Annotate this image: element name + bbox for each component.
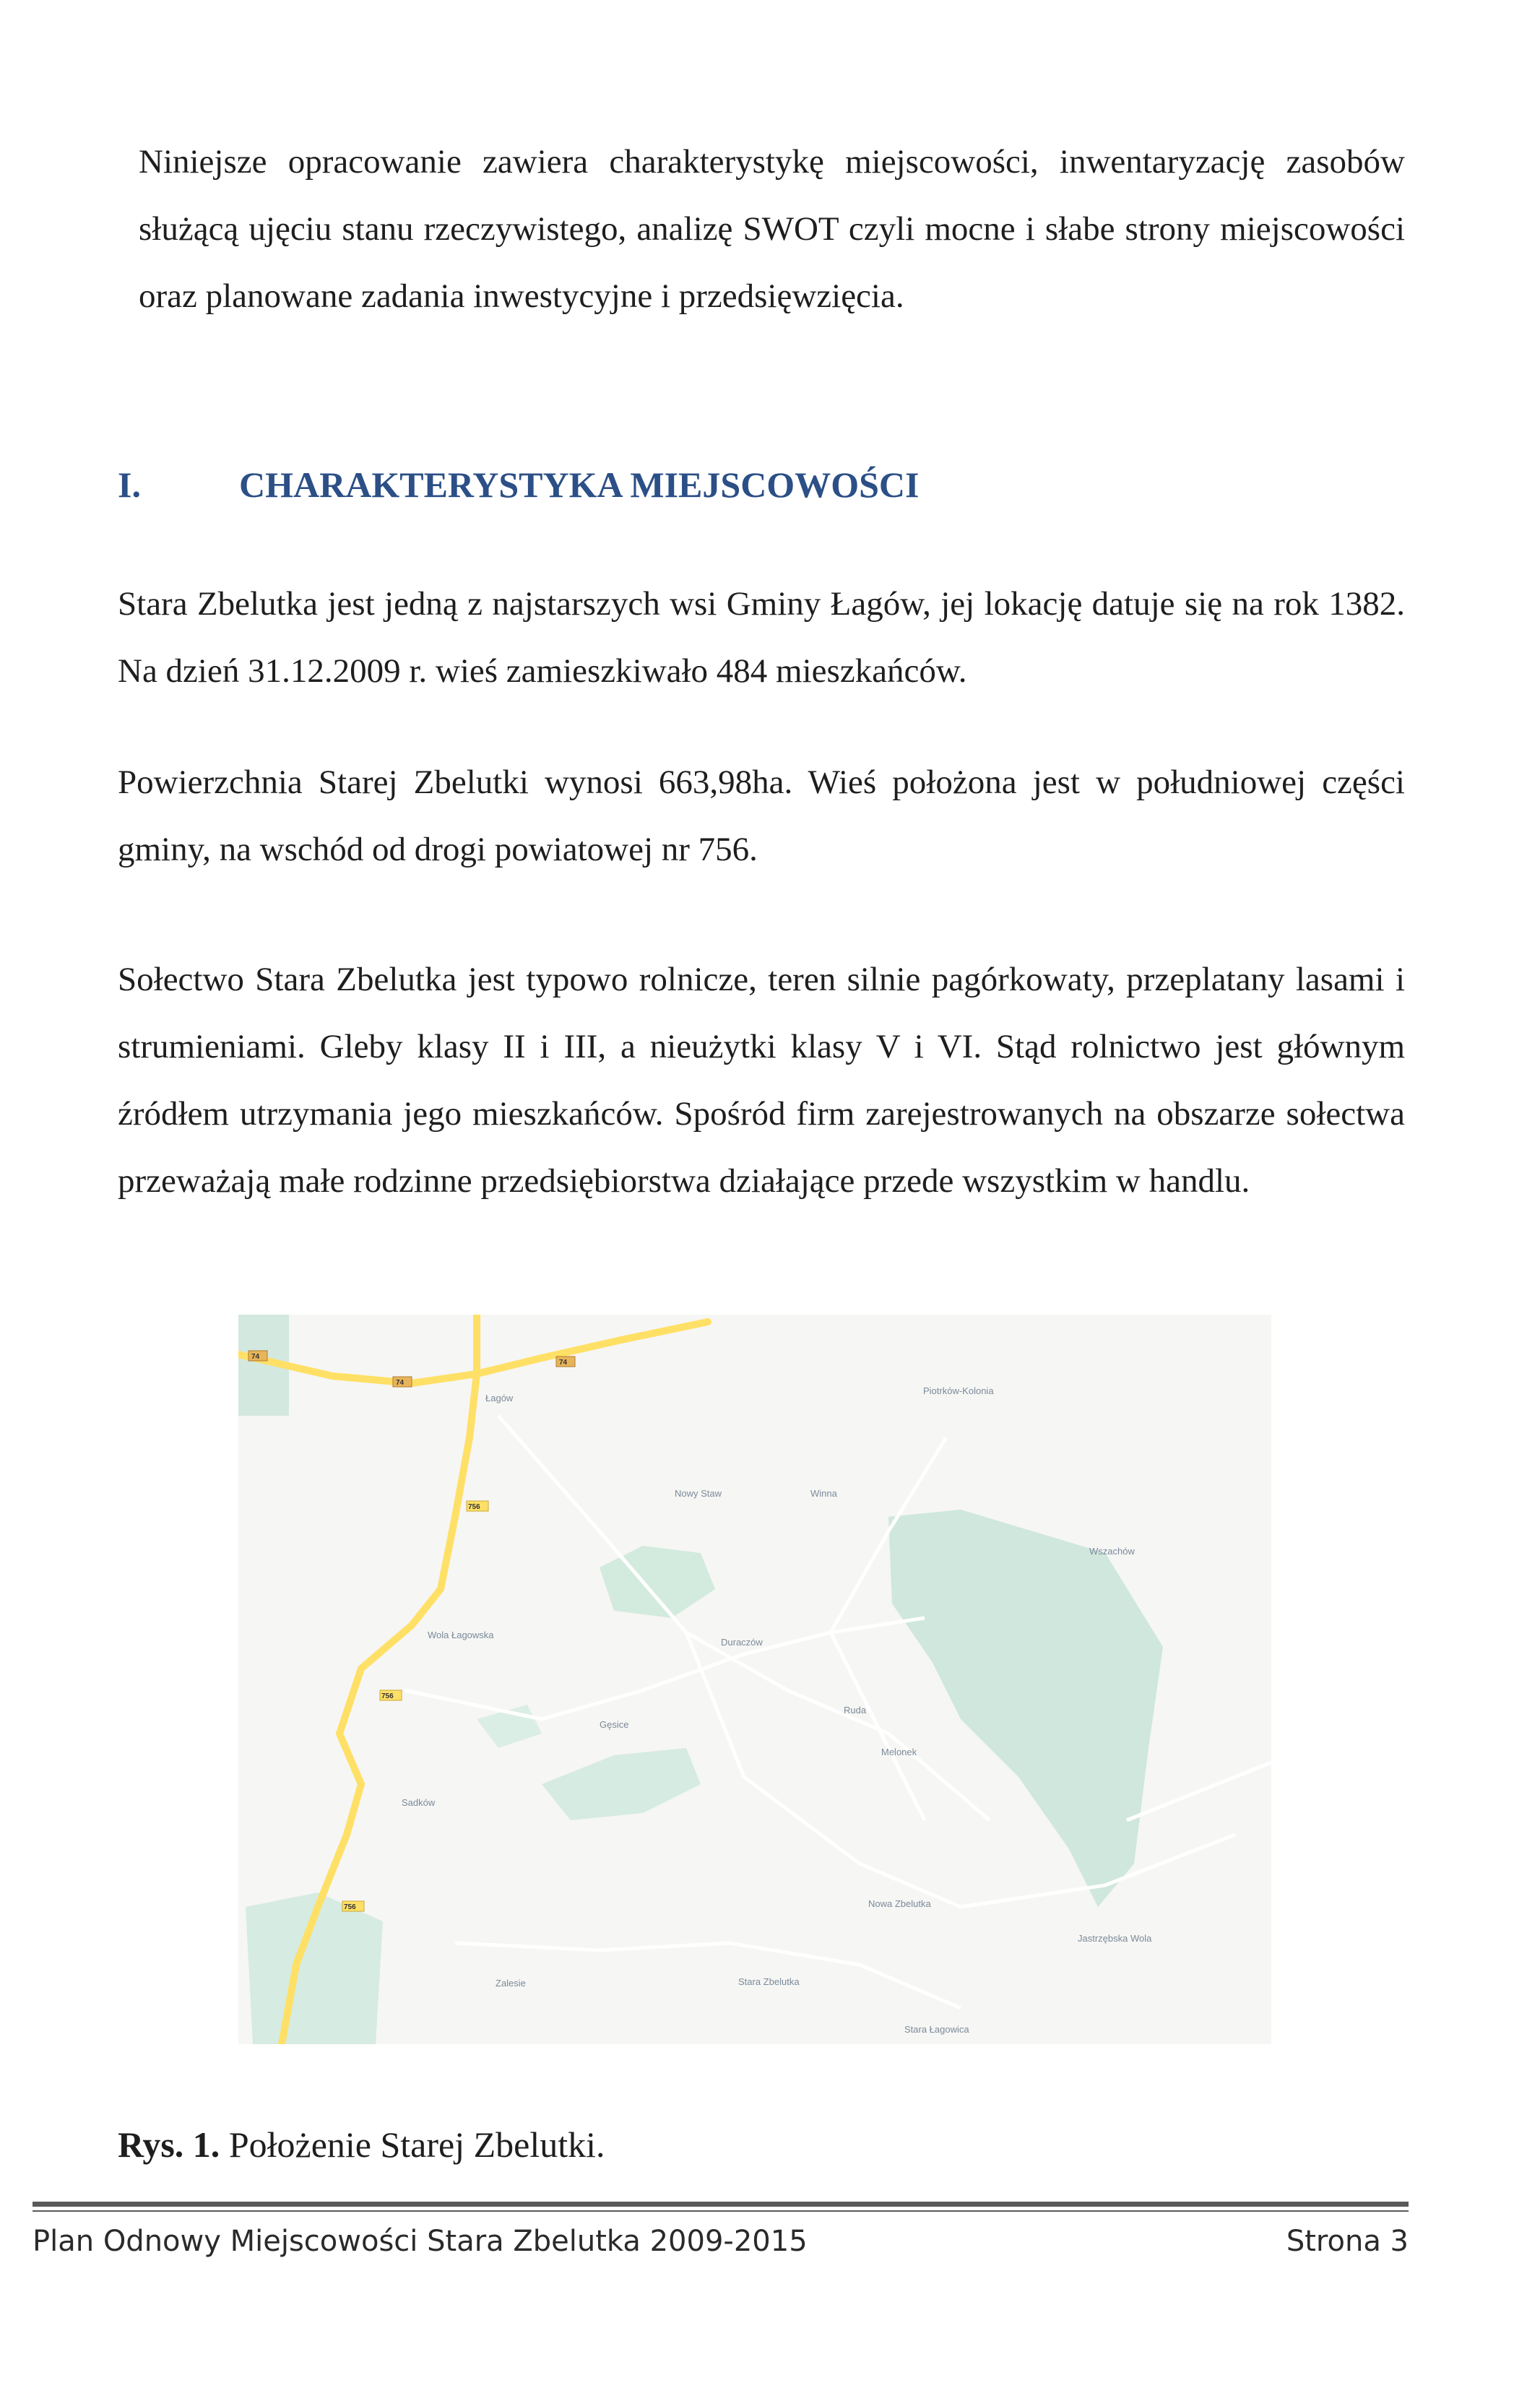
place-label: Zalesie: [496, 1978, 526, 1989]
intro-paragraph: Niniejsze opracowanie zawiera charakterystykę miejscowości, inwentaryzację zasobów służącą ujęciu stanu rzeczywistego, analizę SWOT czyli mocne i słabe strony miejscowości oraz planowane zadania inwestycyjne i przedsięwzięcia.: [139, 143, 1405, 315]
svg-text:74: 74: [251, 1353, 260, 1361]
forest-area: [888, 1510, 1163, 1907]
place-label: Duraczów: [721, 1637, 763, 1648]
place-label: Nowa Zbelutka: [868, 1898, 931, 1909]
place-label: Piotrków-Kolonia: [923, 1385, 994, 1396]
paragraph-area: Powierzchnia Starej Zbelutki wynosi 663,98ha. Wieś położona jest w południowej części gminy, na wschód od drogi powiatowej nr 756.: [118, 763, 1405, 868]
road-shield: [342, 1901, 364, 1911]
footer-rule-thin: [33, 2210, 1409, 2212]
place-label: Stara Zbelutka: [738, 1976, 800, 1987]
paragraph-economy: Sołectwo Stara Zbelutka jest typowo rolnicze, teren silnie pagórkowaty, przeplatany lasami i strumieniami. Gleby klasy II i III, a nieużytki klasy V i VI. Stąd rolnictwo jest głównym źródłem utrzymania jego mieszkańców. Spośród firm zarejestrowanych na obszarze sołectwa przeważają małe rodzinne przedsiębiorstwa działające przede wszystkim w handlu.: [118, 961, 1405, 1200]
svg-text:74: 74: [559, 1359, 568, 1367]
forest-area: [542, 1748, 701, 1820]
place-label: Ruda: [844, 1705, 867, 1716]
place-label: Melonek: [881, 1747, 917, 1757]
map-graphic: [238, 1315, 1271, 2044]
place-label: Gęsice: [600, 1719, 629, 1730]
svg-text:74: 74: [396, 1379, 405, 1387]
place-label: Stara Łagowica: [904, 2024, 969, 2035]
place-label: Sadków: [402, 1797, 436, 1808]
footer-rule: [33, 2202, 1409, 2207]
forest-area: [600, 1546, 715, 1618]
place-label: Wszachów: [1089, 1546, 1135, 1557]
section-heading: [118, 464, 919, 506]
paragraph-history: Stara Zbelutka jest jedną z najstarszych wsi Gminy Łagów, jej lokację datuje się na rok 1382. Na dzień 31.12.2009 r. wieś zamieszkiwało 484 mieszkańców.: [118, 585, 1405, 690]
svg-text:756: 756: [381, 1692, 394, 1700]
road-shield: [380, 1690, 402, 1700]
caption-prefix: Rys. 1.: [118, 2124, 220, 2165]
road-shield: [467, 1501, 488, 1511]
place-label: Winna: [810, 1488, 837, 1499]
place-label: Łagów: [485, 1393, 514, 1403]
footer-title: Plan Odnowy Miejscowości Stara Zbelutka 2009-2015: [33, 2225, 808, 2258]
main-roads: [238, 1315, 708, 2044]
caption-text: Położenie Starej Zbelutki.: [220, 2124, 605, 2165]
figure-caption: [118, 2124, 605, 2166]
road-shield: [248, 1351, 267, 1361]
place-label: Wola Łagowska: [428, 1630, 494, 1640]
location-map: [238, 1315, 1271, 2044]
svg-text:756: 756: [344, 1903, 356, 1911]
place-label: Nowy Staw: [675, 1488, 722, 1499]
section-title: CHARAKTERYSTYKA MIEJSCOWOŚCI: [239, 464, 920, 505]
road-shield: [556, 1357, 575, 1367]
place-label: Jastrzębska Wola: [1078, 1933, 1152, 1944]
page-number: Strona 3: [1286, 2225, 1409, 2258]
section-number: I.: [118, 464, 141, 505]
svg-text:756: 756: [468, 1503, 480, 1511]
road-shield: [393, 1377, 412, 1387]
